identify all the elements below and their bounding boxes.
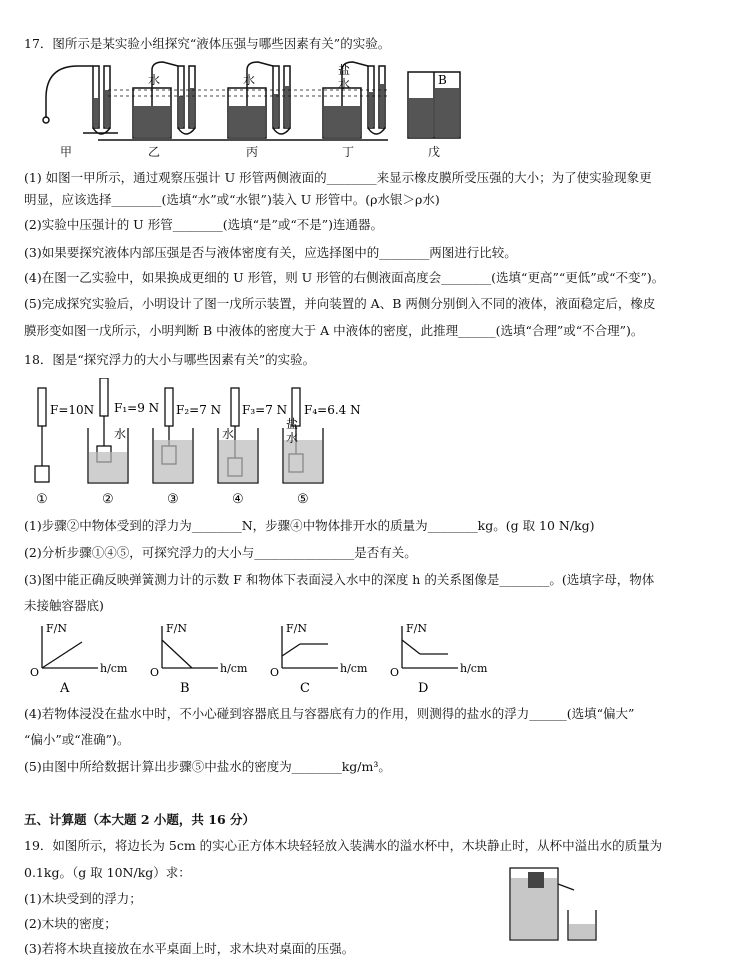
- q17-cap-jia: 甲: [60, 145, 73, 159]
- graph-c-xlabel: h/cm: [340, 662, 368, 675]
- q19-line1: 19．如图所示，将边长为 5cm 的实心正方体木块轻轻放入装满水的溢水杯中，木块静止时，从杯中溢出水的质量为: [24, 838, 663, 853]
- q18-p5: (5)由图中所给数据计算出步骤⑤中盐水的密度为________kg/m³。: [24, 759, 391, 774]
- q17-p1a: (1) 如图一甲所示，通过观察压强计 U 形管两侧液面的________来显示橡皮膜所受压强的大小；为了使实验现象更: [24, 170, 652, 185]
- q18-step-2: ②: [102, 492, 114, 507]
- graph-a-ylabel: F/N: [46, 622, 67, 635]
- graph-d-origin: O: [390, 666, 400, 679]
- q18-title: 18．图是“探究浮力的大小与哪些因素有关”的实验。: [24, 352, 316, 367]
- q18-step-3: ③: [167, 492, 179, 507]
- q18-force-3: F₃=7 N: [242, 403, 288, 417]
- q18-force-1: F₁=9 N: [114, 401, 160, 415]
- q18-step-4: ④: [232, 492, 244, 507]
- q18-p4b: “偏小”或“准确”)。: [24, 732, 130, 747]
- q17-p3: (3)如果要探究液体内部压强是否与液体密度有关，应选择图中的________两图进行比较。: [24, 245, 517, 260]
- q17-cap-bing: 丙: [246, 145, 259, 159]
- graph-c-letter: C: [300, 681, 310, 696]
- q17-label-b: B: [438, 73, 447, 87]
- graph-c-origin: O: [270, 666, 280, 679]
- q17-p4: (4)在图一乙实验中，如果换成更细的 U 形管，则 U 形管的右侧液面高度会________(选填“更高”“更低”或“不变”)。: [24, 270, 665, 285]
- graph-b-letter: B: [180, 681, 190, 696]
- graph-a-letter: A: [60, 681, 70, 696]
- q18-graphs: [28, 620, 498, 700]
- graph-c-ylabel: F/N: [286, 622, 307, 635]
- q19-s3: (3)若将木块直接放在水平桌面上时，求木块对桌面的压强。: [24, 941, 355, 956]
- q17-cap-ding: 丁: [342, 145, 355, 159]
- graph-d-xlabel: h/cm: [460, 662, 488, 675]
- q18-salt-water: 水: [286, 431, 299, 445]
- q18-water-4: 水: [222, 427, 235, 441]
- q17-label-a: A: [414, 83, 423, 97]
- graph-b-origin: O: [150, 666, 160, 679]
- graph-b-ylabel: F/N: [166, 622, 187, 635]
- q19-s1: (1)木块受到的浮力；: [24, 891, 142, 906]
- q17-salt: 盐: [338, 63, 351, 77]
- q19-overflow-cup-figure: [500, 862, 610, 944]
- q17-water1: 水: [148, 73, 161, 87]
- graph-a-xlabel: h/cm: [100, 662, 128, 675]
- q18-figure: [28, 378, 388, 508]
- q18-p2: (2)分析步骤①④⑤，可探究浮力的大小与________________是否有关。: [24, 545, 417, 560]
- q19-s2: (2)木块的密度；: [24, 916, 117, 931]
- graph-d-ylabel: F/N: [406, 622, 427, 635]
- q18-step-5: ⑤: [297, 492, 309, 507]
- q17-cap-wu: 戊: [428, 145, 441, 159]
- q17-salt-water: 水: [338, 77, 351, 91]
- graph-b-xlabel: h/cm: [220, 662, 248, 675]
- q18-p4a: (4)若物体浸没在盐水中时，不小心碰到容器底且与容器底有力的作用，则测得的盐水的浮力______(选填“偏大”: [24, 706, 635, 721]
- q18-water-2: 水: [114, 427, 127, 441]
- q17-p1b: 明显，应该选择________(选填“水”或“水银”)装入 U 形管中。(ρ水银＞ρ水): [24, 192, 440, 207]
- q19-line2: 0.1kg。（g 取 10N/kg）求：: [24, 865, 191, 880]
- q17-title: 17．图所示是某实验小组探究“液体压强与哪些因素有关”的实验。: [24, 36, 391, 51]
- q18-p1: (1)步骤②中物体受到的浮力为________N，步骤④中物体排开水的质量为________kg。(g 取 10 N/kg): [24, 518, 595, 533]
- q18-p3a: (3)图中能正确反映弹簧测力计的示数 F 和物体下表面浸入水中的深度 h 的关系图像是________。(选填字母，物体: [24, 572, 655, 587]
- q18-step-1: ①: [36, 492, 48, 507]
- graph-a-origin: O: [30, 666, 40, 679]
- q17-p5a: (5)完成探究实验后，小明设计了图一戊所示装置，并向装置的 A、B 两侧分别倒入不同的液体，液面稳定后，橡皮: [24, 296, 656, 311]
- graph-d-letter: D: [418, 681, 429, 696]
- q17-cap-yi: 乙: [148, 145, 161, 159]
- q18-p3b: 未接触容器底): [24, 598, 104, 613]
- q17-p2: (2)实验中压强计的 U 形管________(选填“是”或“不是”)连通器。: [24, 217, 384, 232]
- q17-p5b: 膜形变如图一戊所示，小明判断 B 中液体的密度大于 A 中液体的密度，此推理______(选填“合理”或“不合理”)。: [24, 323, 644, 338]
- q18-force-0: F=10N: [50, 403, 95, 417]
- q18-salt: 盐: [286, 417, 299, 431]
- q18-force-2: F₂=7 N: [176, 403, 222, 417]
- q18-force-4: F₄=6.4 N: [304, 403, 361, 417]
- section-5-title: 五、计算题（本大题 2 小题，共 16 分）: [24, 812, 256, 827]
- q17-water2: 水: [243, 73, 256, 87]
